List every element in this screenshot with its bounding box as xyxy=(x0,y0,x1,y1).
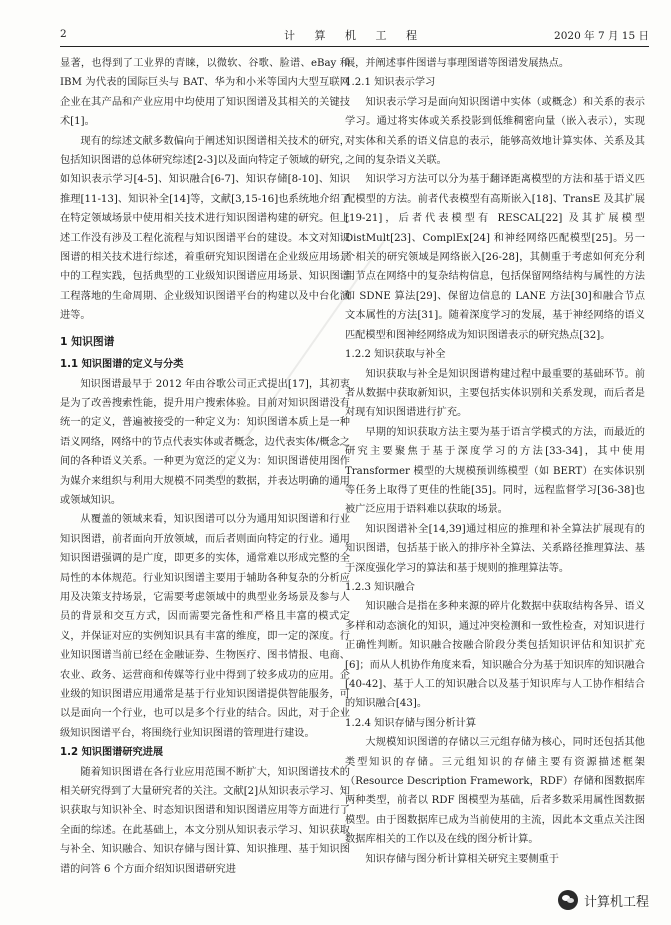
subsubsection-heading: 1.2.1 知识表示学习 xyxy=(345,77,436,89)
subsection-heading: 1.1 知识图谱的定义与分类 xyxy=(60,359,184,371)
paragraph: 知识存储与图分析计算相关研究主要侧重于 xyxy=(365,853,559,865)
paragraph: 知识获取与补全是知识图谱构建过程中最重要的基础环节。前者从数据中获取新知识，主要包括实体识别和关系发现，而后者是对现有知识图谱进行扩充。 xyxy=(345,368,645,419)
paragraph: 知识图谱补全[14,39]通过相应的推理和补全算法扩展现有的知识图谱，包括基于嵌入的排序补全算法、关系路径推理算法、基于深度强化学习的算法和基于规则的推理算法等。 xyxy=(345,523,645,574)
subsubsection-heading: 1.2.3 知识融合 xyxy=(345,581,415,593)
page-number: 2 xyxy=(60,28,67,40)
left-column xyxy=(60,54,350,879)
paragraph: 知识表示学习是面向知识图谱中实体（或概念）和关系的表示学习。通过将实体或关系投影到低维稠密向量（嵌入表示），实现对实体和关系的语义信息的表示，能够高效地计算实体、关系及其之间的复杂语义关联。 xyxy=(345,96,645,167)
paragraph: 显著，也得到了工业界的青睐，以微软、谷歌、脸谱、eBay 和 IBM 为代表的国际巨头与 BAT、华为和小米等国内大型互联网企业在其产品和产业应用中均使用了知识图谱及其相关的关键技术[1]。 xyxy=(60,58,350,128)
journal-name: 计 算 机 工 程 xyxy=(284,29,425,42)
wechat-watermark xyxy=(558,889,649,911)
paragraph: 展，并阐述事件图谱与事理图谱等图谱发展热点。 xyxy=(345,58,570,69)
subsubsection-heading: 1.2.2 知识获取与补全 xyxy=(345,349,446,361)
watermark-label: 计算机工程 xyxy=(583,894,649,910)
wechat-icon xyxy=(558,890,578,910)
paragraph: 从覆盖的领域来看，知识图谱可以分为通用知识图谱和行业知识图谱，前者面向开放领域，而后者则面向特定的行业。通用知识图谱强调的是广度，即更多的实体，通常难以形成完整的全局性的本体规范。行业知识图谱主要用于辅助各种复杂的分析应用及决策支持场景，它需要考虑领域中的典型业务场景及参与人员的背景和交互方式，因而需要完备性和严格且丰富的模式定义，并保证对应的实例知识具有丰富的维度，即一定的深度。行业知识图谱当前已经在金融证券、生物医疗、图书情报、电商、农业、政务、运营商和传媒等行业中得到了较多成功的应用。企业级的知识图谱应用通常是基于行业知识图谱提供智能服务，可以是面向一个行业，也可以是多个行业的结合。因此，对于企业级知识图谱平台，将围绕行业知识图谱的管理进行建设。 xyxy=(60,514,350,739)
paragraph: 现有的综述文献多数偏向于阐述知识图谱相关技术的研究，包括知识图谱的总体研究综述[2-3]以及面向特定子领域的研究，如知识表示学习[4-5]、知识融合[6-7]、知识存储[8-10]、知识推理[11-13]、知识补全[14]等，文献[3,15-16]也系统地介绍了在特定领域场景中使用相关技术进行知识图谱构建的研究。但上述工作没有涉及工程化流程与知识图谱平台的建设。本文对知识图谱的相关技术进行综述，着重研究知识图谱在企业级应用场景中的工程实践，包括典型的工业级知识图谱应用场景、知识图谱工程落地的生命周期、企业级知识图谱平台的构建以及中台化演进等。 xyxy=(60,135,350,322)
subsection-heading: 1.2 知识图谱研究进展 xyxy=(60,747,164,759)
page-header xyxy=(60,24,649,47)
paragraph: 大规模知识图谱的存储以三元组存储为核心，同时还包括其他类型知识的存储。三元组知识的存储主要有资源描述框架（Resource Description Framework，RDF）存储和图数据库两种类型，前者以 RDF 图模型为基础，后者多数采用属性图数据模型。由于图数据库已成为当前使用的主流，因此本文重点关注图数据库相关的工作以及在线的图分析计算。 xyxy=(345,737,645,846)
paragraph: 知识融合是指在多种来源的碎片化数据中获取结构各异、语义多样和动态演化的知识，通过冲突检测和一致性检查，对知识进行正确性判断。知识融合按融合阶段分类包括知识评估和知识扩充[6]；而从人机协作角度来看，知识融合分为基于知识库的知识融合[40-42]、基于人工的知识融合以及基于知识库与人工协作相结合的知识融合[43]。 xyxy=(345,601,645,710)
issue-date: 2020 年 7 月 15 日 xyxy=(554,30,649,42)
paragraph: 早期的知识获取方法主要为基于语言学模式的方法，而最近的研究主要聚焦于基于深度学习的方法[33-34]，其中使用 Transformer 模型的大规模预训练模型（如 BERT）在实体识别等任务上取得了更佳的性能[35]。同时，远程监督学习[36-38]也被广泛应用于语料难以获取的场景。 xyxy=(345,426,645,516)
subsubsection-heading: 1.2.4 知识存储与图分析计算 xyxy=(345,717,477,729)
section-heading: 1 知识图谱 xyxy=(60,334,115,348)
paragraph: 知识学习方法可以分为基于翻译距离模型的方法和基于语义匹配模型的方法。前者代表模型有高斯嵌入[18]、TransE 及其扩展[19-21]，后者代表模型有 RESCAL[22] 及其扩展模型 DistMult[23]、ComplEx[24] 和神经网络匹配模型[25]。另一个相关的研究领域是网络嵌入[26-28]，其侧重于考虑如何充分利用节点在网络中的复杂结构信息，包括保留网络结构与属性的方法如 SDNE 算法[29]、保留边信息的 LANE 方法[30]和融合节点文本属性的方法[31]。随着深度学习的发展，基于神经网络的语义匹配模型和图神经网络成为知识图谱表示的研究热点[32]。 xyxy=(345,174,645,341)
paragraph: 随着知识图谱在各行业应用范围不断扩大，知识图谱技术的相关研究得到了大量研究者的关注。文献[2]从知识表示学习、知识获取与知识补全、时态知识图谱和知识图谱应用等方面进行了全面的综述。在此基础上，本文分别从知识表示学习、知识获取与补全、知识融合、知识存储与图计算、知识推理、基于知识图谱的问答 6 个方面介绍知识图谱研究进 xyxy=(60,766,350,875)
paragraph: 知识图谱最早于 2012 年由谷歌公司正式提出[17]，其初衷是为了改善搜索性能，提升用户搜索体验。目前对知识图谱没有统一的定义，普遍被接受的一种定义为：知识图谱本质上是一种语义网络，网络中的节点代表实体或者概念，边代表实体/概念之间的各种语义关系。一种更为宽泛的定义为：知识图谱使用图作为媒介来组织与利用大规模不同类型的数据，并表达明确的通用或领域知识。 xyxy=(60,378,350,506)
right-column xyxy=(345,54,645,869)
